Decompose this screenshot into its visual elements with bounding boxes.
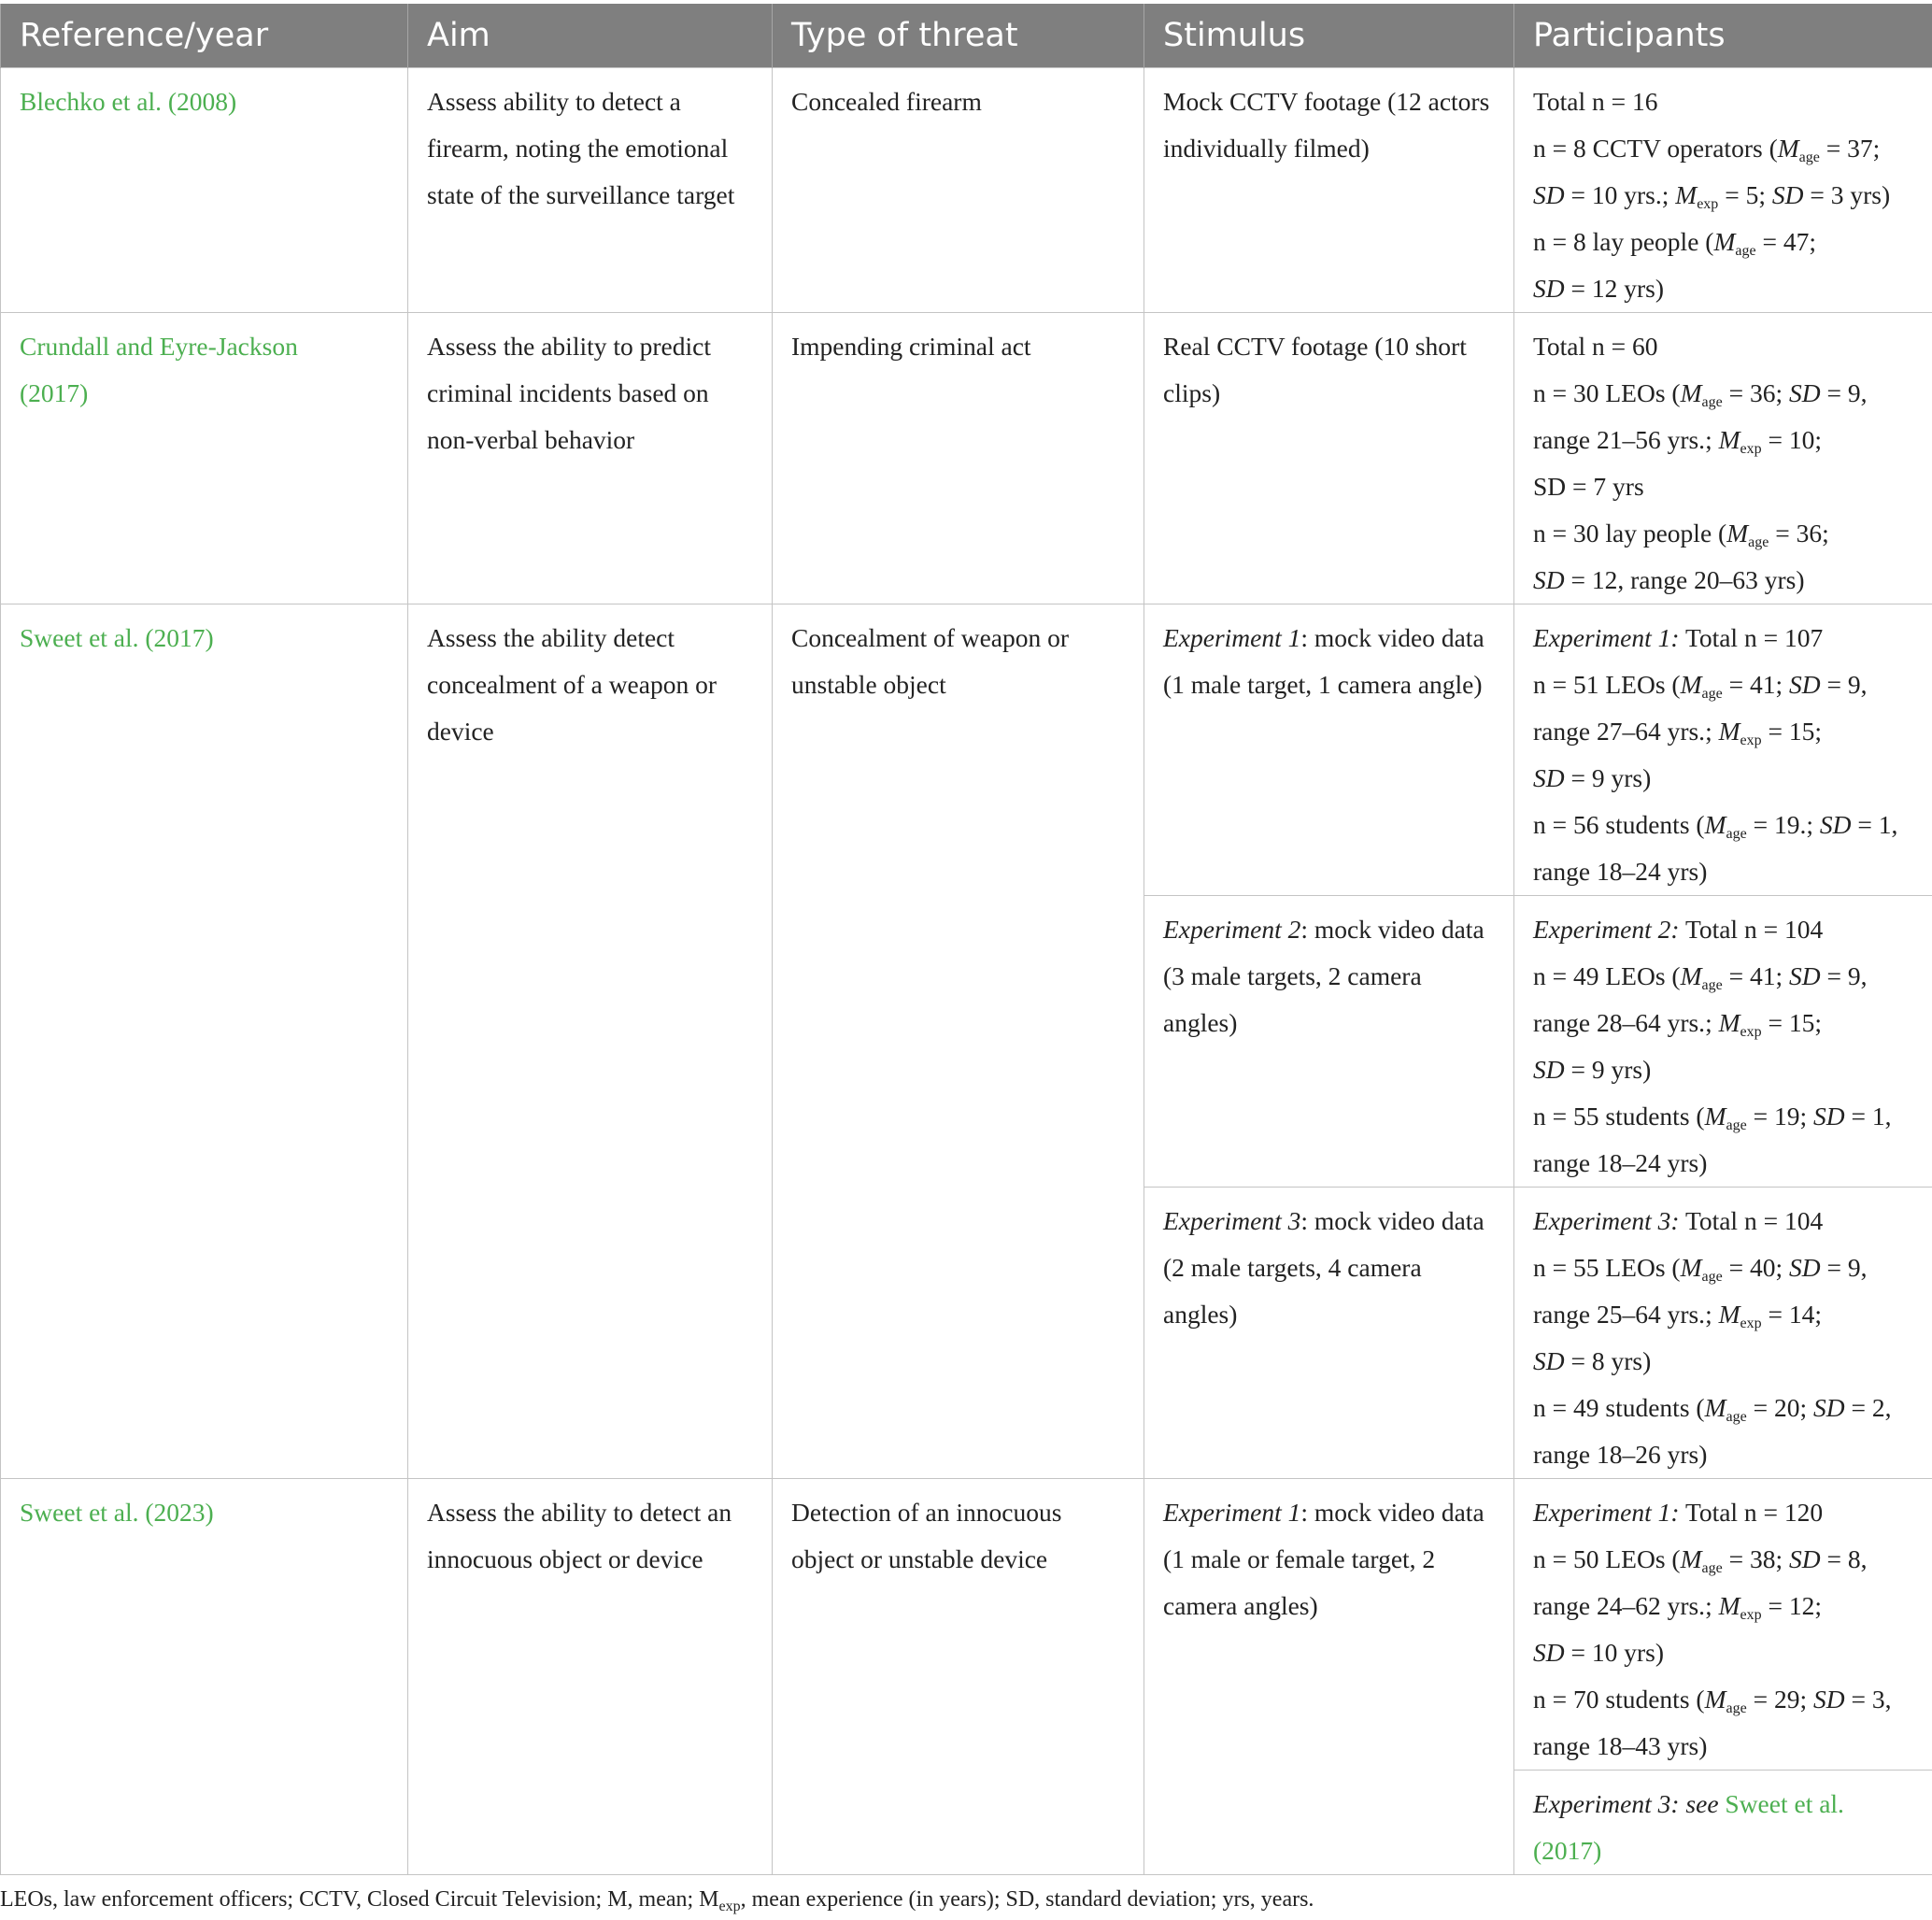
participants-cell: Experiment 3: Total n = 104 n = 55 LEOs ($M_{age} = 40$; SD = 9, range 25–64 yrs.; $M_{exp} = 14$; SD = 8 yrs) n = 49 students ($M_{age} = 20$; SD = 2, range 18–26 yrs) (1514, 1188, 1932, 1479)
col-header-aim: Aim (408, 4, 773, 68)
participants-cell: Experiment 1: Total n = 120 n = 50 LEOs ($M_{age} = 38$; SD = 8, range 24–62 yrs.; $M_{exp} = 12$; SD = 10 yrs) n = 70 students ($M_{age} = 29$; SD = 3, range 18–43 yrs) (1514, 1479, 1932, 1771)
reference-cell (1, 68, 408, 313)
participants-cell: Total n = 60 n = 30 LEOs ($M_{age} = 36$; SD = 9, range 21–56 yrs.; $M_{exp} = 10$; SD = 7 yrs n = 30 lay people ($M_{age} = 36$; SD = 12, range 20–63 yrs) (1514, 313, 1932, 604)
reference-link[interactable]: Crundall and Eyre-Jackson (20, 332, 298, 361)
reference-cell (1, 604, 408, 1479)
table-footnote: LEOs, law enforcement officers; CCTV, Closed Circuit Television; M, mean; $M_{exp}$, mean experience (in years); SD, standard deviation; yrs, years. (0, 1887, 1314, 1914)
participants-cell: Total n = 16 n = 8 CCTV operators ($M_{age} = 37$; SD = 10 yrs.; $M_{exp} = 5$; SD = 3 yrs) n = 8 lay people ($M_{age} = 47$; SD = 12 yrs) (1514, 68, 1932, 313)
col-header-threat: Type of threat (773, 4, 1144, 68)
reference-link-year[interactable]: (2017) (20, 378, 89, 407)
participants-cell: Experiment 3: see Sweet et al. (2017) (1514, 1771, 1932, 1875)
study-table (0, 4, 1932, 1875)
stimulus-cell: Mock CCTV footage (12 actors individually filmed) (1144, 68, 1514, 313)
threat-cell: Concealment of weapon or unstable object (773, 604, 1144, 1479)
reference-link[interactable]: Sweet et al. (2017) (1533, 1789, 1844, 1865)
participants-cell: Experiment 2: Total n = 104 n = 49 LEOs ($M_{age} = 41$; SD = 9, range 28–64 yrs.; $M_{exp} = 15$; SD = 9 yrs) n = 55 students ($M_{age} = 19$; SD = 1, range 18–24 yrs) (1514, 896, 1932, 1188)
aim-cell: Assess the ability to predict criminal incidents based on non-verbal behavior (408, 313, 773, 604)
table-row (1, 68, 1932, 313)
stimulus-cell: Experiment 1: mock video data (1 male target, 1 camera angle) (1144, 604, 1514, 896)
col-header-participants: Participants (1514, 4, 1932, 68)
threat-cell: Impending criminal act (773, 313, 1144, 604)
aim-cell: Assess ability to detect a firearm, noting the emotional state of the surveillance target (408, 68, 773, 313)
aim-cell: Assess the ability to detect an innocuous object or device (408, 1479, 773, 1875)
table-row (1, 313, 1932, 604)
col-header-stimulus: Stimulus (1144, 4, 1514, 68)
reference-cell (1, 1479, 408, 1875)
table-row (1, 604, 1932, 896)
threat-cell: Detection of an innocuous object or unstable device (773, 1479, 1144, 1875)
reference-link[interactable]: Sweet et al. (2023) (20, 1498, 214, 1527)
threat-cell: Concealed firearm (773, 68, 1144, 313)
stimulus-cell: Experiment 1: mock video data (1 male or female target, 2 camera angles) (1144, 1479, 1514, 1875)
table-row (1, 1479, 1932, 1771)
reference-link[interactable]: Sweet et al. (2017) (20, 623, 214, 652)
stimulus-cell: Real CCTV footage (10 short clips) (1144, 313, 1514, 604)
header-row (1, 4, 1932, 68)
stimulus-cell: Experiment 2: mock video data (3 male targets, 2 camera angles) (1144, 896, 1514, 1188)
participants-cell: Experiment 1: Total n = 107 n = 51 LEOs ($M_{age} = 41$; SD = 9, range 27–64 yrs.; $M_{exp} = 15$; SD = 9 yrs) n = 56 students ($M_{age} = 19$.; SD = 1, range 18–24 yrs) (1514, 604, 1932, 896)
reference-link[interactable]: Blechko et al. (2008) (20, 87, 237, 116)
aim-cell: Assess the ability detect concealment of a weapon or device (408, 604, 773, 1479)
stimulus-cell: Experiment 3: mock video data (2 male targets, 4 camera angles) (1144, 1188, 1514, 1479)
reference-cell (1, 313, 408, 604)
col-header-reference: Reference/year (1, 4, 408, 68)
